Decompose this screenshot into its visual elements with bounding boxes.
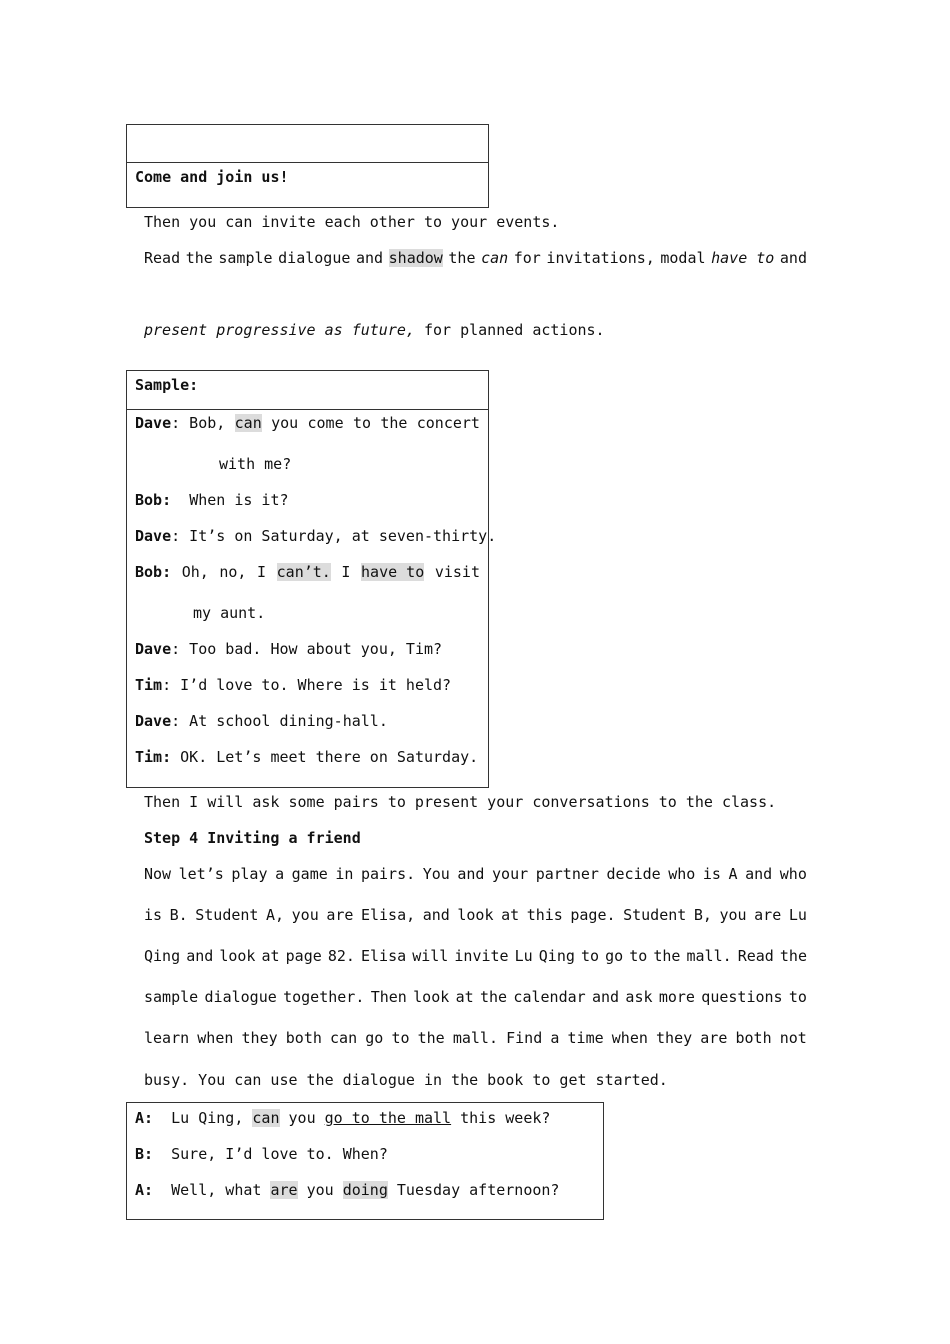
word: for [513,249,541,267]
word: at [261,947,280,965]
speaker-dave: Dave [135,640,172,658]
word: have to [361,563,425,581]
speaker-bob: Bob: [135,563,172,581]
dialogue-a1-can: can [252,1109,280,1127]
word: ask [625,988,653,1006]
word: not [779,1029,807,1047]
word: dialogue [278,249,351,267]
word: and [779,249,807,267]
speaker-bob: Bob: [135,491,172,509]
step4-para-line-4 [144,988,807,1006]
word: to [391,1029,410,1047]
sample-line-dave-1 [135,414,480,432]
word: can [234,414,262,432]
word: pairs. [360,865,416,883]
dialogue-a1-underlined: go to the mall [324,1109,452,1127]
word: decide [606,865,661,883]
word: Qing [144,947,181,965]
sample-line-dave-2 [135,527,496,545]
word: when [611,1029,648,1047]
title-box [126,124,489,208]
word: Elisa [361,947,407,965]
intro-line-1 [144,213,559,231]
word: : Bob, [171,414,226,432]
intro-line-3-rest: for planned actions. [414,321,605,339]
word: and [457,865,485,883]
dialogue-line-a1 [135,1109,550,1127]
sample-line-tim-1-text: : I’d love to. Where is it held? [162,676,452,694]
intro-line-1-text: Then you can invite each other to your events. [144,213,560,231]
step4-para-line-1 [144,865,807,883]
word: in [335,865,354,883]
word: to [352,414,371,432]
speaker-dave: Dave [135,414,172,432]
word: are [700,1029,728,1047]
word: and [592,988,620,1006]
word: go [365,1029,384,1047]
word: look [413,988,450,1006]
word: the [779,947,807,965]
word: A, [266,906,285,924]
word: to [580,947,600,965]
word: page. [570,906,616,924]
word: at [501,906,520,924]
word: look [457,906,494,924]
sample-line-tim-2-text: OK. Let’s meet there on Saturday. [171,748,479,766]
word: the [653,947,681,965]
word: at [455,988,474,1006]
word: concert [416,414,480,432]
word: You [422,865,450,883]
word: both [285,1029,322,1047]
word: questions [701,988,783,1006]
word: come [307,414,344,432]
title-box-divider [127,162,488,163]
word: let’s [178,865,224,883]
word: learn [144,1029,190,1047]
sample-line-bob-1-text: When is it? [189,491,289,509]
sample-line-dave-4-text: : At school dining-hall. [171,712,388,730]
dialogue-a2-doing: doing [342,1181,388,1199]
dialogue-a2-pre: Well, what [171,1181,271,1199]
word: they [656,1029,693,1047]
word: B. [169,906,188,924]
word: look [219,947,256,965]
intro-line-3-italic: present progressive as future, [144,321,415,339]
word: is [144,906,163,924]
word: Read [144,249,181,267]
title-box-text: Come and join us! [135,168,289,186]
word: dialogue [204,988,277,1006]
word: Elisa, [360,906,416,924]
word: go [605,947,624,965]
word: can’t. [276,563,331,581]
dialogue-a2-are: are [270,1181,298,1199]
word: and [745,865,773,883]
sample-line-dave-2-text: : It’s on Saturday, at seven-thirty. [171,527,497,545]
word: play [231,865,268,883]
word: have to [711,249,775,267]
word: Now [144,865,172,883]
word: is [702,865,721,883]
word: Qing [538,947,575,965]
word: Then [370,988,407,1006]
sample-line-dave-1-lead [135,414,225,432]
sample-box [126,370,497,788]
dialogue-a1-post: this week? [451,1109,551,1127]
word: Read [737,947,774,965]
word: I [341,563,351,581]
word: shadow [388,249,443,267]
word: you [271,414,299,432]
word: to [788,988,807,1006]
word: Oh, [181,563,209,581]
intro-line-3 [144,321,605,339]
word: you [291,906,319,924]
word: visit [434,563,480,581]
word: more [658,988,695,1006]
step4-para-line-3 [144,947,807,965]
word: I [257,563,267,581]
word: together. [283,988,365,1006]
word: to [629,947,648,965]
sample-divider [127,409,488,410]
word: who [668,865,696,883]
word: this [526,906,563,924]
word: sample [218,249,273,267]
speaker-tim: Tim [135,676,163,694]
after-sample-text: Then I will ask some pairs to present your conversations to the class. [144,793,777,811]
word: modal [660,249,706,267]
step4-para-line-5 [144,1029,807,1047]
word: Student [623,906,687,924]
word: the [480,988,508,1006]
sample-line-bob-2b: my aunt. [193,604,266,622]
sample-line-tim-2 [135,748,478,766]
sample-line-bob-2 [135,563,480,581]
speaker-a: A: [135,1181,154,1199]
word: both [735,1029,772,1047]
word: Find [506,1029,543,1047]
word: mall. [686,947,732,965]
word: page [285,947,322,965]
word: a [275,865,285,883]
dialogue-a1-mid: you [279,1109,325,1127]
sample-line-dave-4 [135,712,388,730]
word: Lu [788,906,807,924]
word: your [492,865,529,883]
word: the [417,1029,445,1047]
word: will [412,947,449,965]
step4-heading: Step 4 Inviting a friend [144,829,361,847]
word: game [291,865,328,883]
word: when [197,1029,234,1047]
step4-para-line-2 [144,906,807,924]
speaker-dave: Dave [135,712,172,730]
word: calendar [513,988,586,1006]
word: B, [693,906,712,924]
word: A [728,865,738,883]
dialogue-box [126,1102,604,1220]
sample-line-tim-1 [135,676,451,694]
sample-line-dave-3-text: : Too bad. How about you, Tim? [171,640,443,658]
word: no, [219,563,247,581]
intro-line-2 [144,249,807,267]
word: Student [195,906,259,924]
word: are [326,906,354,924]
step4-para-line-6: busy. You can use the dialogue in the book to get started. [144,1071,668,1089]
word: mall. [452,1029,498,1047]
word: 82. [327,947,355,965]
dialogue-line-a2 [135,1181,559,1199]
speaker-dave: Dave [135,527,172,545]
word: sample [144,988,199,1006]
dialogue-b1-text: Sure, I’d love to. When? [171,1145,388,1163]
word: partner [535,865,599,883]
sample-line-bob-1 [135,491,289,509]
word: Lu [514,947,533,965]
word: invitations, [546,249,655,267]
word: the [448,249,476,267]
word: and [422,906,450,924]
dialogue-a2-post: Tuesday afternoon? [387,1181,560,1199]
sample-line-dave-1b: with me? [219,455,292,473]
dialogue-a1-pre: Lu Qing, [171,1109,253,1127]
word: and [355,249,384,267]
word: can [481,249,509,267]
word: are [754,906,782,924]
word: the [185,249,213,267]
word: a [550,1029,560,1047]
word: invite [454,947,509,965]
dialogue-a2-mid: you [297,1181,343,1199]
word: time [567,1029,604,1047]
speaker-tim: Tim: [135,748,172,766]
word: they [241,1029,278,1047]
speaker-a: A: [135,1109,154,1127]
word: the [380,414,408,432]
word: and [186,947,214,965]
speaker-b: B: [135,1145,154,1163]
word: you [719,906,747,924]
word: who [779,865,807,883]
sample-line-dave-3 [135,640,442,658]
sample-header: Sample: [135,376,199,394]
dialogue-line-b1 [135,1145,388,1163]
word: can [330,1029,358,1047]
